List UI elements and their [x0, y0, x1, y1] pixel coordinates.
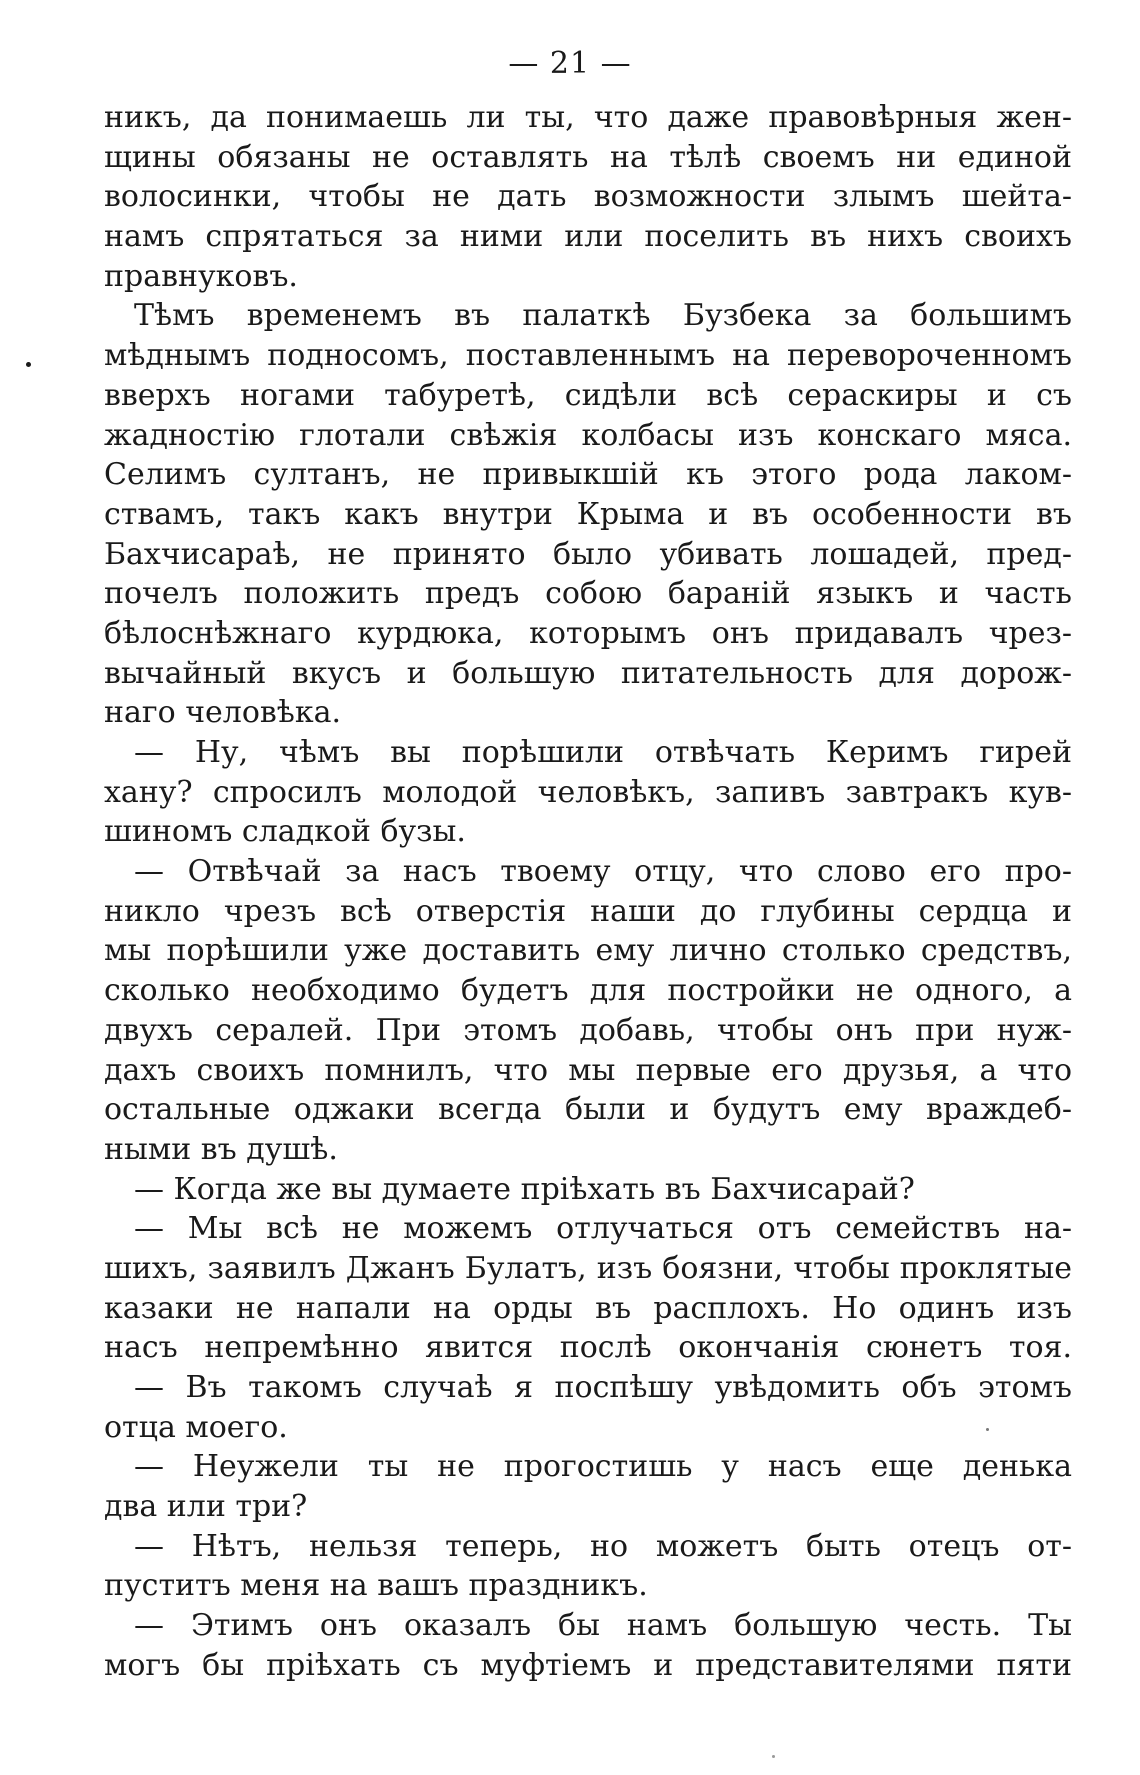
text-line: — Этимъ онъ оказалъ бы намъ большую честь. Ты: [134, 1608, 1072, 1644]
margin-ink-mark: [26, 362, 31, 367]
text-line: ствамъ, такъ какъ внутри Крыма и въ особенности въ: [104, 496, 1072, 532]
text-line: сколько необходимо будетъ для постройки не одного, а: [104, 973, 1072, 1009]
text-line: дахъ своихъ помнилъ, что мы первые его друзья, а что: [104, 1052, 1072, 1088]
text-line: — Мы всѣ не можемъ отлучаться отъ семействъ на-: [134, 1211, 1072, 1247]
text-line: — Когда же вы думаете пріѣхать въ Бахчисарай?: [134, 1171, 915, 1207]
text-line: отца моего.: [104, 1409, 288, 1445]
text-line: волосинки, чтобы не дать возможности злымъ шейта-: [104, 179, 1072, 215]
text-line: щины обязаны не оставлять на тѣлѣ своемъ ни единой: [104, 139, 1072, 175]
text-line: никло чрезъ всѣ отверстія наши до глубины сердца и: [104, 893, 1072, 929]
text-line: наго человѣка.: [104, 695, 342, 731]
text-line: остальные оджаки всегда были и будутъ ему враждеб-: [104, 1092, 1072, 1128]
text-line: никъ, да понимаешь ли ты, что даже правовѣрныя жен-: [104, 100, 1072, 135]
text-line: вверхъ ногами табуретѣ, сидѣли всѣ сераскиры и съ: [104, 377, 1072, 413]
text-line: правнуковъ.: [104, 258, 298, 294]
page-number: — 21 —: [508, 46, 632, 81]
text-line: хану? спросилъ молодой человѣкъ, запивъ завтракъ кув-: [104, 774, 1072, 810]
text-line: пуститъ меня на вашъ праздникъ.: [104, 1568, 648, 1604]
text-line: намъ спрятаться за ними или поселить въ нихъ своихъ: [104, 219, 1072, 255]
text-line: почелъ положить предъ собою бараній языкъ и часть: [104, 576, 1072, 612]
text-line: Селимъ султанъ, не привыкшій къ этого рода лаком-: [104, 457, 1072, 493]
text-line: насъ непремѣнно явится послѣ окончанія сюнетъ тоя.: [104, 1330, 1072, 1366]
text-line: жадностію глотали свѣжія колбасы изъ конскаго мяса.: [104, 417, 1072, 453]
text-line: казаки не напали на орды въ расплохъ. Но одинъ изъ: [104, 1290, 1072, 1326]
text-line: мы порѣшили уже доставить ему лично столько средствъ,: [104, 933, 1072, 969]
text-line: бѣлоснѣжнаго курдюка, которымъ онъ придавалъ чрез-: [104, 615, 1072, 651]
text-line: могъ бы пріѣхать съ муфтіемъ и представителями пяти: [104, 1647, 1072, 1683]
text-line: шиномъ сладкой бузы.: [104, 814, 466, 850]
text-line: — Нѣтъ, нельзя теперь, но можетъ быть отецъ от-: [134, 1528, 1072, 1564]
stray-ink-mark: [772, 1755, 775, 1758]
text-line: Бахчисараѣ, не принято было убивать лошадей, пред-: [104, 536, 1072, 572]
text-line: — Ну, чѣмъ вы порѣшили отвѣчать Керимъ гирей: [134, 735, 1072, 770]
text-line: — Въ такомъ случаѣ я поспѣшу увѣдомить объ этомъ: [134, 1370, 1072, 1405]
text-line: вычайный вкусъ и большую питательность для дорож-: [104, 655, 1072, 691]
body-text: [104, 98, 1072, 1686]
text-line: два или три?: [104, 1489, 308, 1525]
text-line: мѣднымъ подносомъ, поставленнымъ на перевороченномъ: [104, 338, 1072, 374]
text-line: шихъ, заявилъ Джанъ Булатъ, изъ боязни, чтобы проклятые: [104, 1250, 1072, 1286]
text-line: ными въ душѣ.: [104, 1131, 338, 1167]
text-line: двухъ сералей. При этомъ добавь, чтобы онъ при нуж-: [104, 1012, 1072, 1048]
text-line: Тѣмъ временемъ въ палаткѣ Бузбека за большимъ: [134, 298, 1072, 334]
text-line: — Отвѣчай за насъ твоему отцу, что слово его про-: [134, 854, 1072, 890]
text-line: — Неужели ты не прогостишь у насъ еще денька: [134, 1449, 1072, 1485]
